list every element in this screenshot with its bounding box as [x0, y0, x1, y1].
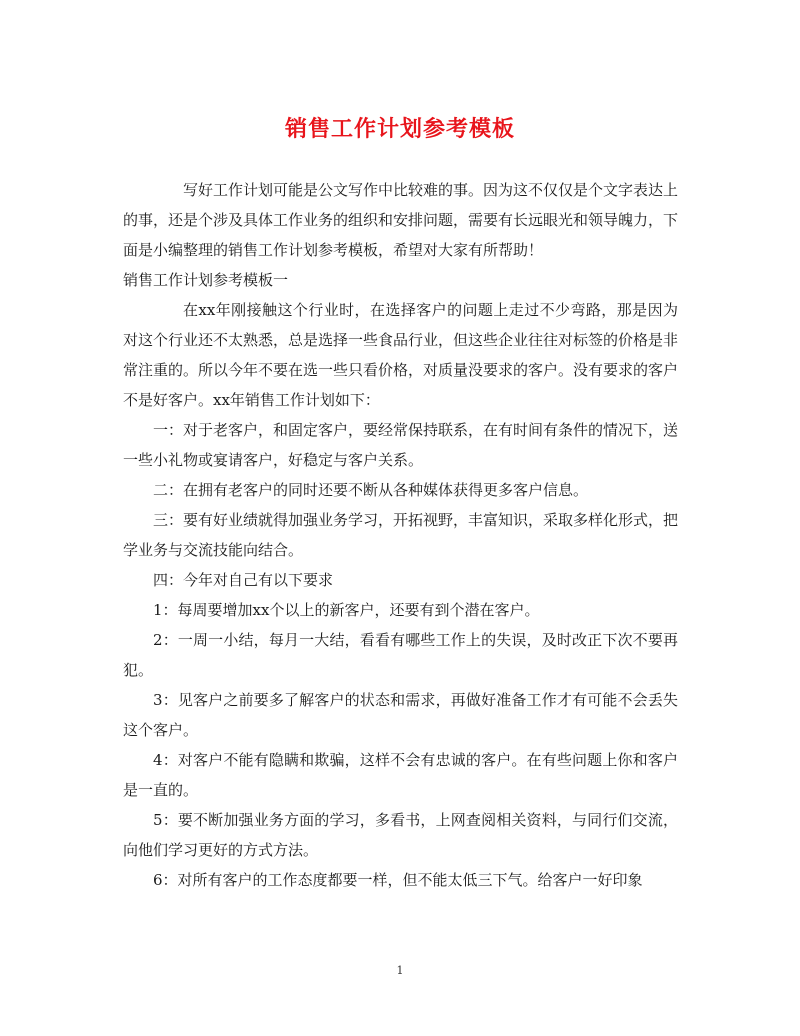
body-paragraph: 三：要有好业绩就得加强业务学习，开拓视野，丰富知识，采取多样化形式，把学业务与交流技能向结合。 — [123, 511, 679, 559]
body-paragraph: 一：对于老客户，和固定客户，要经常保持联系，在有时间有条件的情况下，送一些小礼物或宴请客户，好稳定与客户关系。 — [123, 421, 679, 469]
section-subtitle: 销售工作计划参考模板一 — [123, 271, 289, 289]
intro-paragraph: 写好工作计划可能是公文写作中比较难的事。因为这不仅仅是个文字表达上的事，还是个涉及具体工作业务的组织和安排问题，需要有长远眼光和领导魄力，下面是小编整理的销售工作计划参考模板，希望对大家有所帮助！ — [123, 181, 679, 259]
list-item: 5：要不断加强业务方面的学习，多看书，上网查阅相关资料，与同行们交流，向他们学习更好的方式方法。 — [123, 811, 678, 859]
page-number: 1 — [396, 964, 404, 977]
list-item: 3：见客户之前要多了解客户的状态和需求，再做好准备工作才有可能不会丢失这个客户。 — [123, 691, 678, 739]
list-item: 6：对所有客户的工作态度都要一样，但不能太低三下气。给客户一好印象 — [153, 871, 643, 889]
list-item: 2：一周一小结，每月一大结，看看有哪些工作上的失误，及时改正下次不要再犯。 — [123, 631, 678, 679]
document-body — [123, 175, 678, 895]
list-item: 4：对客户不能有隐瞒和欺骗，这样不会有忠诚的客户。在有些问题上你和客户是一直的。 — [123, 751, 678, 799]
document-title: 销售工作计划参考模板 — [284, 116, 515, 142]
body-paragraph: 四：今年对自己有以下要求 — [153, 571, 334, 589]
body-paragraph: 二：在拥有老客户的同时还要不断从各种媒体获得更多客户信息。 — [153, 481, 589, 499]
list-item: 1：每周要增加xx个以上的新客户，还要有到个潜在客户。 — [153, 601, 540, 619]
body-paragraph: 在xx年刚接触这个行业时，在选择客户的问题上走过不少弯路，那是因为对这个行业还不太熟悉，总是选择一些食品行业，但这些企业往往对标签的价格是非常注重的。所以今年不要在选一些只看价格，对质量没要求的客户。没有要求的客户不是好客户。xx年销售工作计划如下： — [123, 301, 679, 409]
